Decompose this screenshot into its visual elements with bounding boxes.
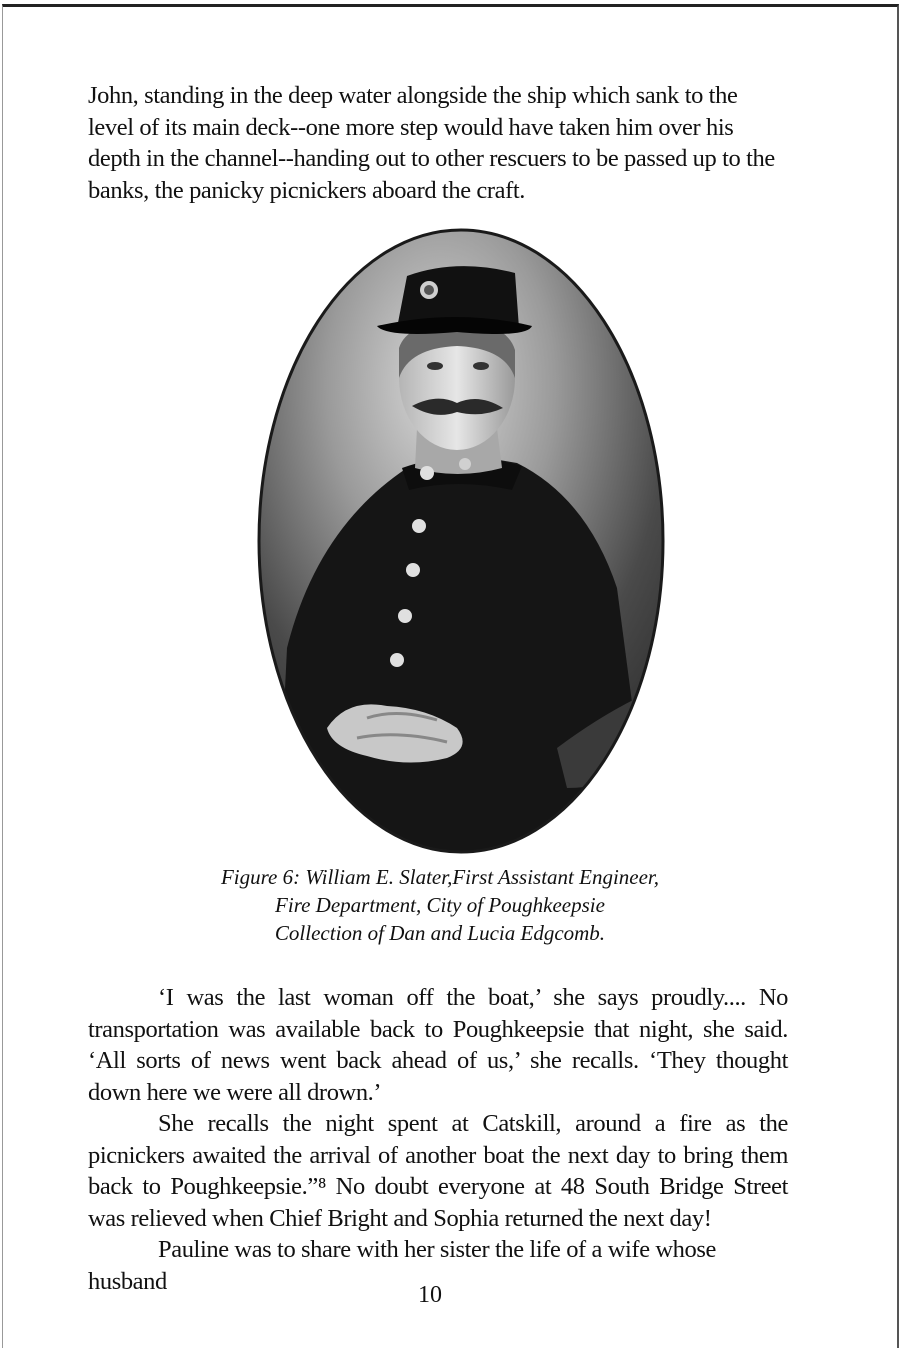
top-paragraph: John, standing in the deep water alongside the ship which sank to the level of its main deck--one more step would have taken him over his depth in the channel--handing out to other rescuers to be passed up to the banks, the panicky picnickers aboard the craft. [88,82,775,204]
paragraph: ‘I was the last woman off the boat,’ she says proudly.... No transportation was available back to Poughkeepsie that night, she said. ‘All sorts of news went back ahead of us,’ she recalls. ‘They thought down here we were all drown.’ [88,984,788,1106]
page-number: 10 [418,1282,442,1308]
figure-caption [120,863,760,947]
top-paragraph-block [88,80,788,206]
paragraph: Pauline was to share with her sister the life of a wife whose husband [88,1236,716,1295]
portrait-photo [257,228,665,855]
oval-portrait-photo-icon [257,228,665,855]
caption-line: Collection of Dan and Lucia Edgcomb. [274,921,606,945]
body-text-block [88,982,788,1297]
paragraph: She recalls the night spent at Catskill, around a fire as the picnickers awaited the arrival of another boat the next day to bring them back to Poughkeepsie.”⁸ No doubt everyone at 48 South Bridge Street was relieved when Chief Bright and Sophia returned the next day! [88,1110,788,1232]
caption-line: Figure 6: William E. Slater,First Assistant Engineer, [220,865,660,889]
caption-line: Fire Department, City of Poughkeepsie [275,893,605,917]
